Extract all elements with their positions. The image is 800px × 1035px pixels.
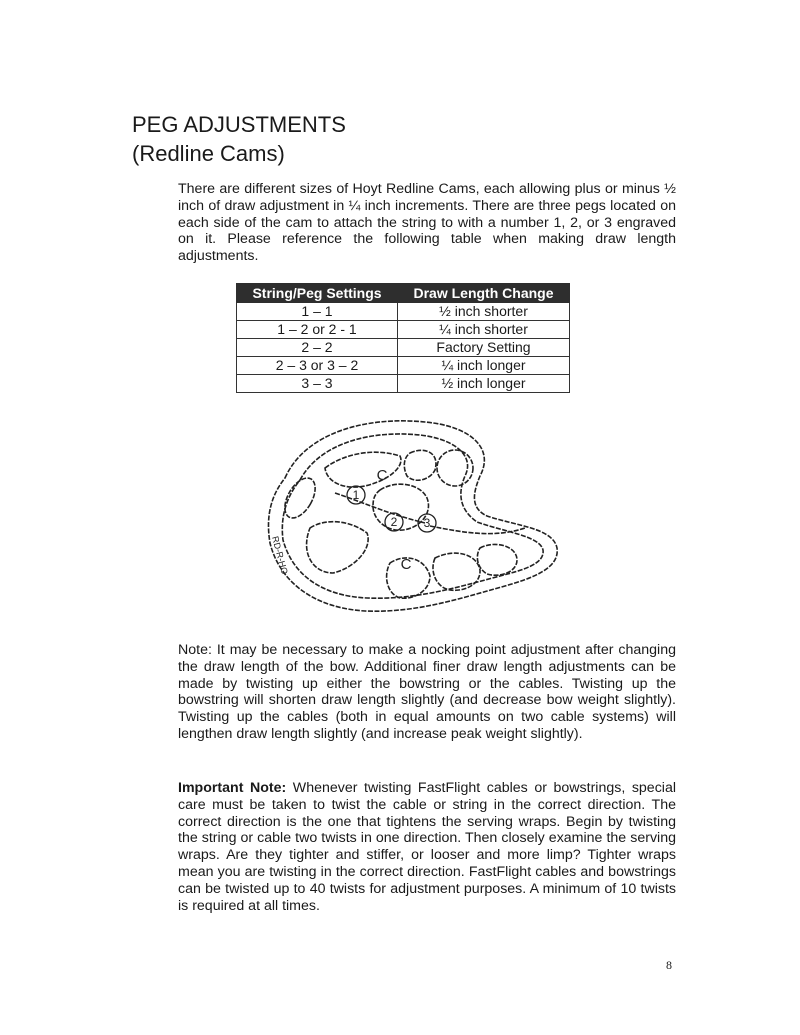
peg-setting-cell: 2 – 2 [237, 339, 398, 357]
cam-opening-right [477, 544, 517, 575]
header-string-peg-settings: String/Peg Settings [237, 284, 398, 303]
cam-engraving: RD-R-HO [270, 535, 290, 576]
table-row [237, 303, 570, 321]
peg-3-label: 3 [423, 516, 431, 530]
cam-track-line [335, 493, 425, 523]
cam-opening-upper [325, 452, 401, 487]
cam-hole-left [279, 473, 322, 523]
center-mark-upper: C [376, 467, 388, 484]
table-row [237, 321, 570, 339]
cam-opening-lower-right [433, 553, 480, 590]
redline-cam-diagram [255, 408, 565, 623]
header-draw-length-change: Draw Length Change [398, 284, 570, 303]
peg-settings-table [236, 283, 570, 393]
center-mark-lower: C [400, 556, 412, 573]
note-paragraph: Note: It may be necessary to make a nocking point adjustment after changing the draw length of the bow. Additional finer draw length adjustments can be made by twisting up either the bowstring or the cables. Twisting up the bowstring will shorten draw length slightly (and decrease bow weight slightly). Twisting up the cables (both in equal amounts on two cable systems) will lengthen draw length slightly (and increase peak weight slightly). [178, 642, 676, 742]
table-row [237, 339, 570, 357]
draw-change-cell: ½ inch shorter [398, 303, 570, 321]
intro-paragraph: There are different sizes of Hoyt Redline Cams, each allowing plus or minus ½ inch of draw adjustment in ¼ inch increments. There are three pegs located on each side of the cam to attach the string to with a number 1, 2, or 3 engraved on it. Please reference the following table when making draw length adjustments. [178, 181, 676, 265]
important-note-label: Important Note: [178, 780, 287, 796]
peg-setting-cell: 1 – 1 [237, 303, 398, 321]
title-line-1: PEG ADJUSTMENTS [132, 112, 346, 137]
cam-outline [268, 421, 557, 611]
draw-change-cell: ¼ inch shorter [398, 321, 570, 339]
table-row [237, 375, 570, 393]
page-title [132, 110, 346, 168]
peg-setting-cell: 1 – 2 or 2 - 1 [237, 321, 398, 339]
important-note-text: Whenever twisting FastFlight cables or bowstrings, special care must be taken to twist the cable or string in the correct direction. The correct direction is the one that tightens the serving wraps. Begin by twisting the string or cable two twists in one direction. Then closely examine the serving wraps. Are they tighter and stiffer, or looser and more limp? Tighter wraps mean you are twisting in the correct direction. FastFlight cables and bowstrings can be twisted up to 40 twists for adjustment purposes. A minimum of 10 twists is required at all times. [178, 780, 676, 914]
draw-change-cell: ¼ inch longer [398, 357, 570, 375]
peg-setting-cell: 3 – 3 [237, 375, 398, 393]
table-row [237, 357, 570, 375]
peg-1-label: 1 [352, 488, 360, 502]
peg-setting-cell: 2 – 3 or 3 – 2 [237, 357, 398, 375]
peg-2-label: 2 [390, 515, 398, 529]
cam-opening-lower-left [307, 522, 369, 573]
table-header-row [237, 284, 570, 303]
cam-hub-pocket [373, 484, 428, 530]
important-note-paragraph [178, 780, 676, 914]
page-number: 8 [666, 958, 672, 972]
cam-opening-upper-right [404, 450, 436, 480]
draw-change-cell: Factory Setting [398, 339, 570, 357]
title-line-2: (Redline Cams) [132, 141, 285, 166]
draw-change-cell: ½ inch longer [398, 375, 570, 393]
